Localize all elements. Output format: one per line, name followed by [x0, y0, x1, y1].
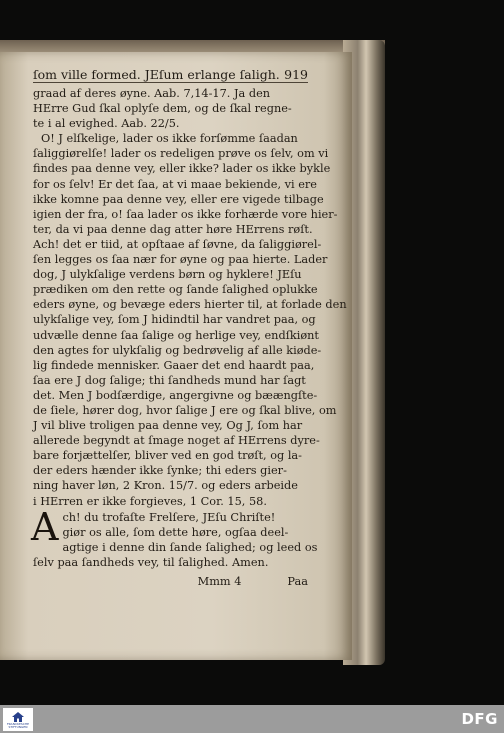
text-line: ulykſalige vey, ſom J hidindtil har vandret paa, og: [33, 313, 316, 327]
text-line: udvælle denne ſaa ſalige og herlige vey, endſkiønt: [33, 328, 319, 342]
text-line: ter, da vi paa denne dag atter høre HErrens røſt.: [33, 222, 313, 236]
text-line: ikke komne paa denne vey, eller ere vigede tilbage: [33, 192, 324, 206]
prayer-text: [31, 504, 318, 570]
dfg-logo[interactable]: DFG: [461, 710, 498, 728]
body-text: [33, 86, 347, 509]
text-line: findes paa denne vey, eller ikke? lader os ikke bykle: [33, 162, 331, 176]
text-line: bare forjættelſer, bliver ved en god trøſt, og la-: [33, 449, 302, 463]
prayer-line: ſelv paa ſandheds vey, til ſalighed. Amen.: [33, 555, 269, 569]
book-page: [0, 52, 352, 660]
text-line: de ſiele, hører dog, hvor ſalige J ere og ſkal blive, om: [33, 403, 337, 417]
text-line: dog, J ulykſalige verdens børn og hyklere! JEſu: [33, 268, 302, 282]
prayer-line: ch! du trofaſte Frelſere, JEſu Chriſte!: [62, 510, 276, 524]
drop-cap-letter: A: [31, 504, 59, 549]
text-line: der eders hænder ikke ſynke; thi eders gier-: [33, 464, 287, 478]
text-line: ſaliggiørelſe! lader os redeligen prøve os ſelv, om vi: [33, 147, 329, 161]
catchword: Paa: [287, 575, 308, 588]
text-line: igien der fra, o! ſaa lader os ikke forhærde vore hier-: [33, 207, 338, 221]
text-line: Ach! det er tiid, at opſtaae af ſøvne, da ſaliggiørel-: [33, 237, 322, 251]
orphanage-building-icon: [11, 711, 25, 723]
library-logo[interactable]: [3, 708, 33, 731]
prayer-line: giør os alle, ſom dette høre, ogſaa deel-: [62, 525, 289, 539]
viewer-footer-bar: [0, 705, 504, 733]
text-line: det. Men J bodſærdige, angergivne og bæængſte-: [33, 388, 318, 402]
text-line: allerede begyndt at ſmage noget af HErrens dyre-: [33, 434, 320, 448]
text-line: ſen legges os ſaa nær for øyne og paa hierte. Lader: [33, 253, 328, 267]
page-footer-marks: [33, 574, 308, 589]
page-text-block: [31, 52, 347, 589]
page-number: 919: [284, 66, 308, 82]
library-logo-text: FRANCKESCHE STIFTUNGEN: [6, 721, 30, 729]
text-line: J vil blive troligen paa denne vey, Og J, ſom har: [33, 419, 303, 433]
text-line: te i al evighed. Aab. 22/5.: [33, 117, 180, 131]
text-line: ſaa ere J dog ſalige; thi ſandheds mund har ſagt: [33, 373, 306, 387]
text-line: eders øyne, og bevæge eders hierter til, at forlade den: [33, 298, 347, 312]
running-head: [33, 52, 308, 83]
text-line: O! J elſkelige, lader os ikke forſømme ſaadan: [41, 132, 298, 146]
running-head-title: ſom ville formed. JEſum erlange ſaligh.: [33, 66, 280, 82]
signature-mark: Mmm 4: [197, 575, 242, 588]
text-line: prædiken om den rette og ſande ſalighed oplukke: [33, 283, 318, 297]
text-line: HErre Gud ſkal oplyſe dem, og de ſkal regne-: [33, 102, 292, 116]
prayer-line: agtige i denne din ſande ſalighed; og leed os: [62, 540, 318, 554]
text-line: i HErren er ikke forgieves, 1 Cor. 15, 58.: [33, 494, 267, 508]
text-line: den agtes for ulykſalig og bedrøvelig af alle kiøde-: [33, 343, 322, 357]
closing-prayer: [31, 504, 318, 570]
text-line: ning haver løn, 2 Kron. 15/7. og eders arbeide: [33, 479, 298, 493]
text-line: graad af deres øyne. Aab. 7,14-17. Ja den: [33, 87, 271, 100]
text-line: lig findede mennisker. Gaaer det end haardt paa,: [33, 358, 315, 372]
text-line: for os ſelv! Er det ſaa, at vi maae bekiende, vi ere: [33, 177, 317, 191]
